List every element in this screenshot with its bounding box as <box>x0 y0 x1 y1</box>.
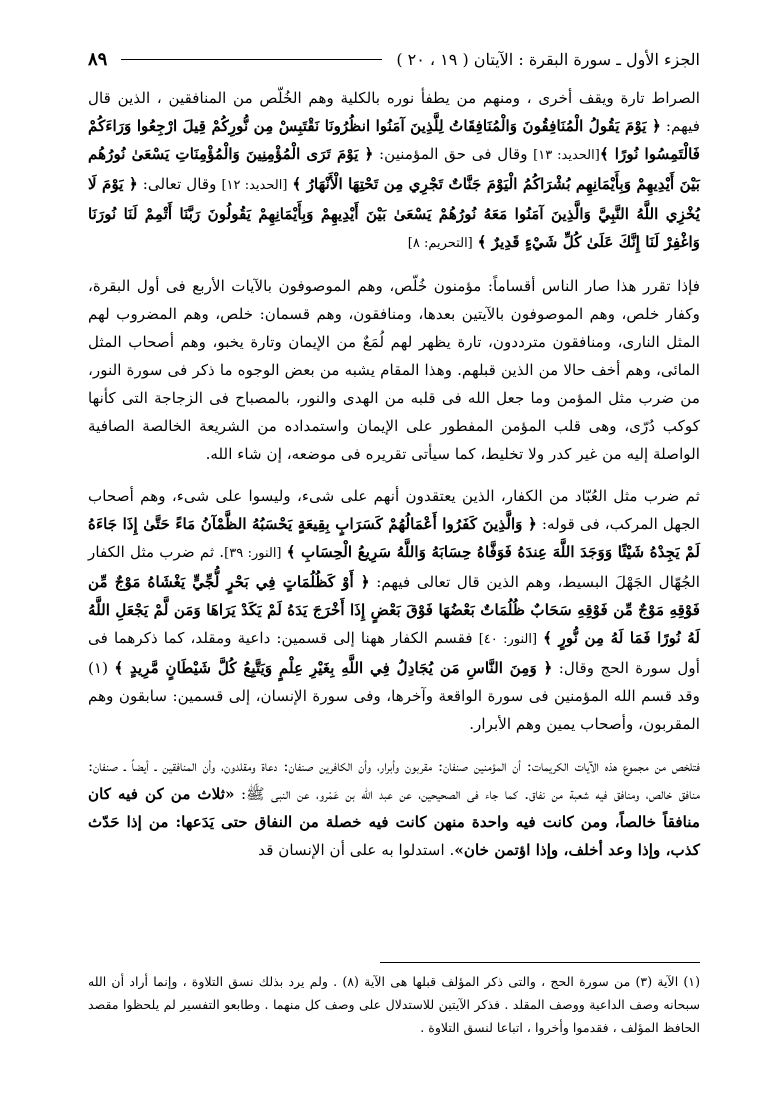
text-run: . ثم ضرب مثل الكفار الجُهّال الجَهْلَ البسيط، وهم الذين قال تعالى فيهم: <box>88 543 700 591</box>
page-number: ٨٩ <box>88 48 108 70</box>
hadith-quote: «ثلاث من كن فيه كان منافقاً خالصاً، ومن كانت فيه واحدة منهن كانت فيه خصلة من النفاق حتى يَدَعها: من إذا حَدّث كذب، وإذا وعد أخلف، وإذا اؤتمن خان» <box>88 785 700 859</box>
footnote-divider <box>380 962 700 963</box>
text-run: . استدلوا به على أن الإنسان قد <box>258 841 455 859</box>
text-run: الصراط تارة ويقف أخرى ، ومنهم من يطفأ نوره بالكلية وهم الخُلّص من المنافقين ، الذين قال فيهم: <box>88 89 700 135</box>
quran-verse: ﴿ وَالَّذِينَ كَفَرُوا أَعْمَالُهُمْ كَسَرَابٍ بِقِيعَةٍ يَحْسَبُهُ الظَّمْآنُ مَاءً حَتَّىٰ إِذَا جَاءَهُ لَمْ يَجِدْهُ شَيْئًا وَوَجَدَ اللَّهَ عِندَهُ فَوَفَّاهُ حِسَابَهُ وَاللَّهُ سَرِيعُ الْحِسَابِ ﴾ <box>88 515 700 561</box>
footnote: (١) الآية (٣) من سورة الحج ، والتى ذكر المؤلف قبلها هى الآية (٨) . ولم يرد بذلك نسق التلاوة ، وإنما أراد أن الله سبحانه وصف الداعية ووصف المقلد . فذكر الآيتين للاستدلال على وصف كل منهما . وطابعو التفسير لم يلحظوا مقصد الحافظ المؤلف ، فقدموا وأخروا ، اتباعا لنسق التلاوة . <box>88 974 700 1035</box>
text-run: وقد قسم الله المؤمنين فى سورة الواقعة وآخرها، وفى سورة الإنسان، إلى قسمين: سابقون وهم المقربون، وأصحاب يمين وهم الأبرار. <box>88 687 700 733</box>
paragraph-3 <box>88 482 700 738</box>
quran-verse: ﴿ يَوْمَ لَا يُخْزِي اللَّهُ النَّبِيَّ وَالَّذِينَ آمَنُوا مَعَهُ نُورُهُمْ يَسْعَىٰ بَيْنَ أَيْدِيهِمْ وَبِأَيْمَانِهِمْ يَقُولُونَ رَبَّنَا أَتْمِمْ لَنَا نُورَنَا وَاغْفِرْ لَنَا إِنَّكَ عَلَىٰ كُلِّ شَيْءٍ قَدِيرٌ ﴾ <box>88 175 700 251</box>
paragraph-1 <box>88 84 700 258</box>
text-run: فقسم الكفار ههنا إلى قسمين: داعية ومقلد، كما ذكرهما فى أول سورة الحج وقال: <box>88 629 700 677</box>
header-title: الجزء الأول ـ سورة البقرة : الآيتان ( ١٩ ، ٢٠ ) <box>396 49 700 69</box>
text-run: وقال تعالى: <box>137 175 222 193</box>
verse-reference: [النور: ٣٩] <box>224 546 282 561</box>
text-run: فتلخص من مجموع هذه الآيات الكريمات: أن المؤمنين صنفان: مقربون وأبرار، وأن الكافرين صنفان: دعاة ومقلدون، وأن المنافقين ـ أيضاً ـ صنفان: منافق خالص، ومنافق فيه شعبة من نفاق. كما جاء فى الصحيحين، عن عبد الله بن عَمْرو، عن النبى ﷺ: <box>88 757 700 803</box>
paragraph-2: فإذا تقرر هذا صار الناس أقساماً: مؤمنون خُلّص، وهم الموصوفون بالآيات الأربع فى أول البقرة، وكفار خلص، وهم الموصوفون بالآيتين بعدها، ومنافقون، وهم قسمان: خلص، وهم المضروب لهم المثل النارى، ومنافقون مترددون، تارة يظهر لهم لُمَعٌ من الإيمان وتارة يخبو، وهم أصحاب المثل المائى، وهم أخف حالا من الذين قبلهم. وهذا المقام يشبه من بعض الوجوه ما ذكر فى سورة النور، من ضرب مثل المؤمن وما جعل الله فى قلبه من الهدى والنور، بالمصباح فى الزجاجة التى كأنها كوكب دُرّى، وهى قلب المؤمن المفطور على الإيمان واستمداده من الشريعة الخالصة الصافية الواصلة إليه من غير كدر ولا تخليط، كما سيأتى تقريره فى موضعه، إن شاء الله. <box>88 277 700 463</box>
footnote-marker[interactable]: (١) <box>88 659 115 677</box>
verse-reference: [التحريم: ٨] <box>407 236 473 251</box>
header-rule <box>121 59 382 60</box>
quran-verse: ﴿ يَوْمَ يَقُولُ الْمُنَافِقُونَ وَالْمُنَافِقَاتُ لِلَّذِينَ آمَنُوا انظُرُونَا نَقْتَبِسْ مِن نُّورِكُمْ قِيلَ ارْجِعُوا وَرَاءَكُمْ فَالْتَمِسُوا نُورًا ﴾ <box>88 117 700 163</box>
text-run: وقال فى حق المؤمنين: <box>373 145 534 163</box>
quran-verse: ﴿ وَمِنَ النَّاسِ مَن يُجَادِلُ فِي اللَّهِ بِغَيْرِ عِلْمٍ وَيَتَّبِعُ كُلَّ شَيْطَانٍ مَّرِيدٍ ﴾ <box>114 659 553 677</box>
verse-reference: [الحديد: ١٣] <box>533 148 600 163</box>
running-header <box>88 44 700 74</box>
verse-reference: [النور: ٤٠] <box>478 632 538 647</box>
text-run: ثم ضرب مثل العُبّاد من الكفار، الذين يعتقدون أنهم على شىء، وليسوا على شىء، وهم أصحاب الجهل المركب، فى قوله: <box>88 487 700 533</box>
quran-verse: ﴿ أَوْ كَظُلُمَاتٍ فِي بَحْرٍ لُّجِّيٍّ يَغْشَاهُ مَوْجٌ مِّن فَوْقِهِ مَوْجٌ مِّن فَوْقِهِ سَحَابٌ ظُلُمَاتٌ بَعْضُهَا فَوْقَ بَعْضٍ إِذَا أَخْرَجَ يَدَهُ لَمْ يَكَدْ يَرَاهَا وَمَن لَّمْ يَجْعَلِ اللَّهُ لَهُ نُورًا فَمَا لَهُ مِن نُّورٍ ﴾ <box>88 573 701 647</box>
quran-verse: ﴿ يَوْمَ تَرَى الْمُؤْمِنِينَ وَالْمُؤْمِنَاتِ يَسْعَىٰ نُورُهُم بَيْنَ أَيْدِيهِمْ وَبِأَيْمَانِهِم بُشْرَاكُمُ الْيَوْمَ جَنَّاتٌ تَجْرِي مِن تَحْتِهَا الْأَنْهَارُ ﴾ <box>88 145 700 193</box>
verse-reference: [الحديد: ١٢] <box>221 178 288 193</box>
paragraph-4 <box>88 752 700 864</box>
